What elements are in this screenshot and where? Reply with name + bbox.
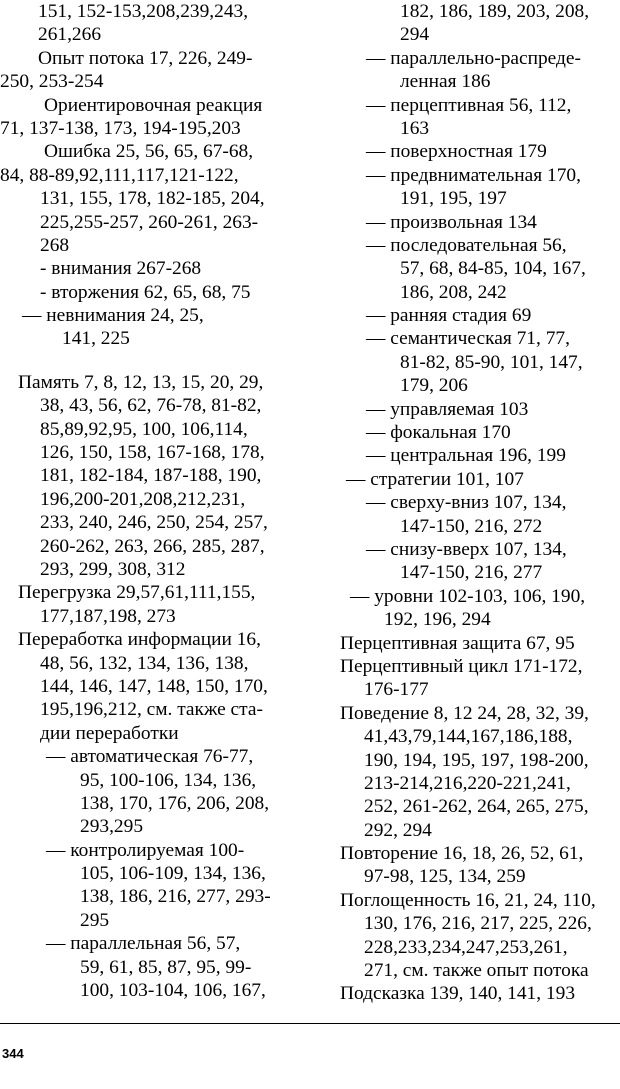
index-line: — контролируемая 100- bbox=[46, 839, 245, 861]
index-line: — центральная 196, 199 bbox=[366, 445, 566, 467]
index-line: дии переработки bbox=[40, 722, 179, 744]
index-column-right bbox=[340, 0, 620, 1006]
index-line: Поглощенность 16, 21, 24, 110, bbox=[340, 889, 596, 911]
index-line: Переработка информации 16, bbox=[18, 629, 261, 651]
index-line: 71, 137-138, 173, 194-195,203 bbox=[0, 117, 241, 139]
index-line: 295 bbox=[80, 909, 110, 931]
index-line: 38, 43, 56, 62, 76-78, 81-82, bbox=[40, 395, 262, 417]
index-line: ленная 186 bbox=[400, 71, 491, 93]
index-line: — управляемая 103 bbox=[366, 398, 529, 420]
index-line: 195,196,212, см. также ста- bbox=[40, 699, 263, 721]
index-line: 177,187,198, 273 bbox=[40, 605, 176, 627]
index-line: 228,233,234,247,253,261, bbox=[364, 936, 568, 958]
index-line: 268 bbox=[40, 234, 70, 256]
index-line: 233, 240, 246, 250, 254, 257, bbox=[40, 512, 268, 534]
index-line: 181, 182-184, 187-188, 190, bbox=[40, 465, 262, 487]
index-line: — уровни 102-103, 106, 190, bbox=[350, 585, 586, 607]
index-line: 151, 152-153,208,239,243, bbox=[38, 1, 249, 22]
index-line: 294 bbox=[400, 24, 430, 46]
index-line: 126, 150, 158, 167-168, 178, bbox=[40, 442, 265, 464]
footer-rule bbox=[0, 1023, 620, 1024]
index-line: — последовательная 56, bbox=[366, 234, 567, 256]
index-line: Перегрузка 29,57,61,111,155, bbox=[18, 582, 256, 604]
index-line: 81-82, 85-90, 101, 147, bbox=[400, 351, 583, 373]
index-line: 293, 299, 308, 312 bbox=[40, 558, 186, 580]
index-line: 186, 208, 242 bbox=[400, 281, 507, 303]
index-line: 97-98, 125, 134, 259 bbox=[364, 866, 526, 888]
index-line: — сверху-вниз 107, 134, bbox=[366, 492, 567, 514]
index-line: 147-150, 216, 272 bbox=[400, 515, 543, 537]
index-line: 225,255-257, 260-261, 263- bbox=[40, 211, 259, 233]
index-line: Повторение 16, 18, 26, 52, 61, bbox=[340, 843, 584, 865]
index-line: 192, 196, 294 bbox=[384, 609, 491, 631]
index-line: — фокальная 170 bbox=[366, 422, 511, 444]
index-line bbox=[0, 351, 302, 371]
index-line: 293,295 bbox=[80, 816, 144, 838]
index-line: 147-150, 216, 277 bbox=[400, 562, 543, 584]
index-line: Память 7, 8, 12, 13, 15, 20, 29, bbox=[18, 371, 264, 393]
index-line: — ранняя стадия 69 bbox=[366, 305, 532, 327]
index-line: — стратегии 101, 107 bbox=[346, 468, 524, 490]
index-line: 84, 88-89,92,111,117,121-122, bbox=[0, 164, 239, 186]
index-line: — автоматическая 76-77, bbox=[46, 746, 254, 768]
index-line: — невнимания 24, 25, bbox=[22, 305, 204, 327]
index-line: 141, 225 bbox=[62, 328, 130, 350]
index-line: Перцептивный цикл 171-172, bbox=[340, 655, 583, 677]
index-line: 250, 253-254 bbox=[0, 71, 104, 93]
index-line: 179, 206 bbox=[400, 375, 468, 397]
index-line: 59, 61, 85, 87, 95, 99- bbox=[80, 956, 252, 978]
index-line: 271, см. также опыт потока bbox=[364, 960, 589, 982]
index-line: — предвнимательная 170, bbox=[366, 164, 581, 186]
index-line: Перцептивная защита 67, 95 bbox=[340, 632, 575, 654]
index-line: 260-262, 263, 266, 285, 287, bbox=[40, 535, 265, 557]
index-line: 41,43,79,144,167,186,188, bbox=[364, 726, 573, 748]
index-line: — параллельно-распреде- bbox=[366, 47, 581, 69]
index-line: 144, 146, 147, 148, 150, 170, bbox=[40, 675, 268, 697]
index-line: Ориентировочная реакция bbox=[44, 94, 263, 116]
index-line: 138, 170, 176, 206, 208, bbox=[80, 792, 270, 814]
index-line: 176-177 bbox=[364, 679, 429, 701]
index-line: — параллельная 56, 57, bbox=[46, 933, 241, 955]
index-line: 163 bbox=[400, 117, 430, 139]
index-line: Поведение 8, 12 24, 28, 32, 39, bbox=[340, 702, 589, 724]
index-line: 213-214,216,220-221,241, bbox=[364, 772, 571, 794]
index-line: 138, 186, 216, 277, 293- bbox=[80, 886, 271, 908]
index-line: 190, 194, 195, 197, 198-200, bbox=[364, 749, 589, 771]
index-line: 131, 155, 178, 182-185, 204, bbox=[40, 188, 265, 210]
index-line: — семантическая 71, 77, bbox=[366, 328, 570, 350]
index-line: - внимания 267-268 bbox=[40, 258, 202, 280]
index-line: 105, 106-109, 134, 136, bbox=[80, 863, 266, 885]
index-line: 95, 100-106, 134, 136, bbox=[80, 769, 257, 791]
index-line: Опыт потока 17, 226, 249- bbox=[38, 47, 253, 69]
index-line: 182, 186, 189, 203, 208, bbox=[400, 1, 590, 22]
index-line: 191, 195, 197 bbox=[400, 188, 507, 210]
index-line: 48, 56, 132, 134, 136, 138, bbox=[40, 652, 249, 674]
index-line: 196,200-201,208,212,231, bbox=[40, 488, 246, 510]
index-line: 292, 294 bbox=[364, 819, 432, 841]
page-number: 344 bbox=[2, 1046, 24, 1061]
index-line: 130, 176, 216, 217, 225, 226, bbox=[364, 913, 592, 935]
index-line: 252, 261-262, 264, 265, 275, bbox=[364, 796, 589, 818]
index-line: - вторжения 62, 65, 68, 75 bbox=[40, 281, 251, 303]
index-line: Ошибка 25, 56, 65, 67-68, bbox=[44, 141, 254, 163]
index-line: Подсказка 139, 140, 141, 193 bbox=[340, 983, 576, 1005]
index-line: — снизу-вверх 107, 134, bbox=[366, 538, 567, 560]
index-line: 57, 68, 84-85, 104, 167, bbox=[400, 258, 586, 280]
index-line: — поверхностная 179 bbox=[366, 141, 547, 163]
index-column-left bbox=[0, 0, 302, 1002]
index-line: — произвольная 134 bbox=[366, 211, 537, 233]
index-line: 100, 103-104, 106, 167, bbox=[80, 980, 266, 1002]
index-line: — перцептивная 56, 112, bbox=[366, 94, 572, 116]
index-line: 85,89,92,95, 100, 106,114, bbox=[40, 418, 248, 440]
index-line: 261,266 bbox=[38, 24, 102, 46]
